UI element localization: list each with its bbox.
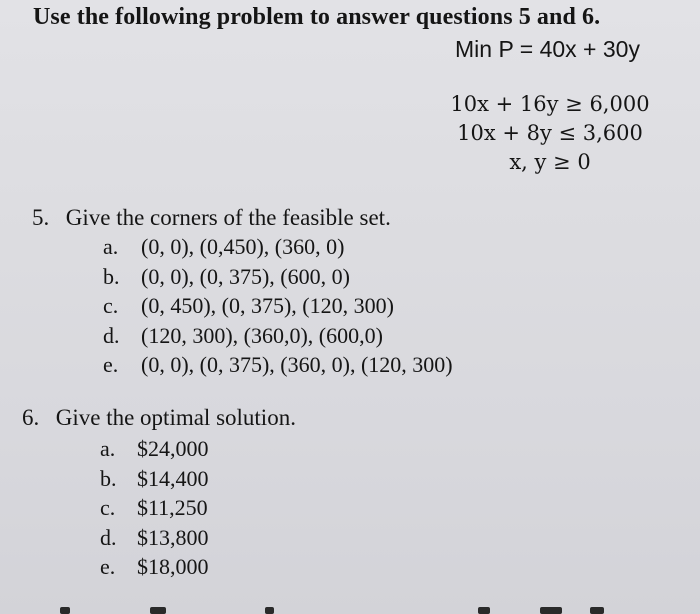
question-5-option-b bbox=[103, 262, 453, 292]
cropped-glyph bbox=[478, 607, 490, 614]
question-6-number: 6. bbox=[22, 405, 40, 430]
question-5-text: Give the corners of the feasible set. bbox=[65, 205, 391, 230]
question-5-option-a bbox=[103, 232, 453, 262]
option-letter: c. bbox=[100, 495, 116, 520]
question-6-text: Give the optimal solution. bbox=[55, 405, 296, 430]
option-text: (0, 0), (0, 375), (600, 0) bbox=[141, 263, 350, 289]
constraints-block bbox=[440, 90, 660, 177]
cropped-glyph bbox=[150, 607, 166, 614]
problem-heading: Use the following problem to answer questions 5 and 6. bbox=[33, 4, 601, 30]
constraint-2: 10x + 8y ≤ 3,600 bbox=[457, 121, 643, 145]
question-5 bbox=[32, 205, 391, 231]
option-letter: b. bbox=[103, 263, 120, 289]
option-letter: e. bbox=[103, 352, 119, 377]
option-text: $14,400 bbox=[137, 465, 209, 491]
question-5-option-c bbox=[103, 291, 453, 321]
constraint-3: x, y ≥ 0 bbox=[509, 150, 591, 174]
cropped-glyph bbox=[590, 607, 604, 614]
question-5-option-e bbox=[103, 350, 453, 380]
option-text: $18,000 bbox=[137, 554, 209, 579]
question-6-option-a bbox=[100, 434, 209, 464]
question-6-options bbox=[100, 434, 209, 582]
option-letter: d. bbox=[100, 524, 117, 550]
cropped-glyph bbox=[540, 607, 562, 614]
question-5-number: 5. bbox=[32, 205, 50, 230]
option-text: $24,000 bbox=[137, 436, 209, 461]
constraint-1: 10x + 16y ≥ 6,000 bbox=[450, 92, 650, 116]
option-text: (0, 450), (0, 375), (120, 300) bbox=[141, 293, 394, 318]
question-6-option-c bbox=[100, 493, 209, 523]
option-letter: c. bbox=[103, 293, 119, 318]
cropped-glyph bbox=[265, 607, 274, 614]
option-letter: a. bbox=[103, 234, 119, 259]
question-5-option-d bbox=[103, 321, 453, 351]
question-6-option-b bbox=[100, 464, 209, 494]
option-text: $11,250 bbox=[137, 495, 208, 520]
question-5-options bbox=[103, 232, 453, 380]
objective-function: Min P = 40x + 30y bbox=[455, 36, 640, 62]
option-letter: a. bbox=[100, 436, 116, 461]
question-6-option-e bbox=[100, 552, 209, 582]
option-text: $13,800 bbox=[137, 524, 209, 550]
cropped-glyph bbox=[60, 607, 70, 614]
cropped-next-line bbox=[0, 604, 700, 614]
option-letter: d. bbox=[103, 322, 120, 348]
question-6-option-d bbox=[100, 523, 209, 553]
option-text: (0, 0), (0, 375), (360, 0), (120, 300) bbox=[141, 352, 453, 377]
option-letter: e. bbox=[100, 554, 116, 579]
option-letter: b. bbox=[100, 465, 117, 491]
option-text: (120, 300), (360,0), (600,0) bbox=[141, 322, 383, 348]
question-6 bbox=[22, 405, 296, 431]
option-text: (0, 0), (0,450), (360, 0) bbox=[141, 234, 345, 259]
